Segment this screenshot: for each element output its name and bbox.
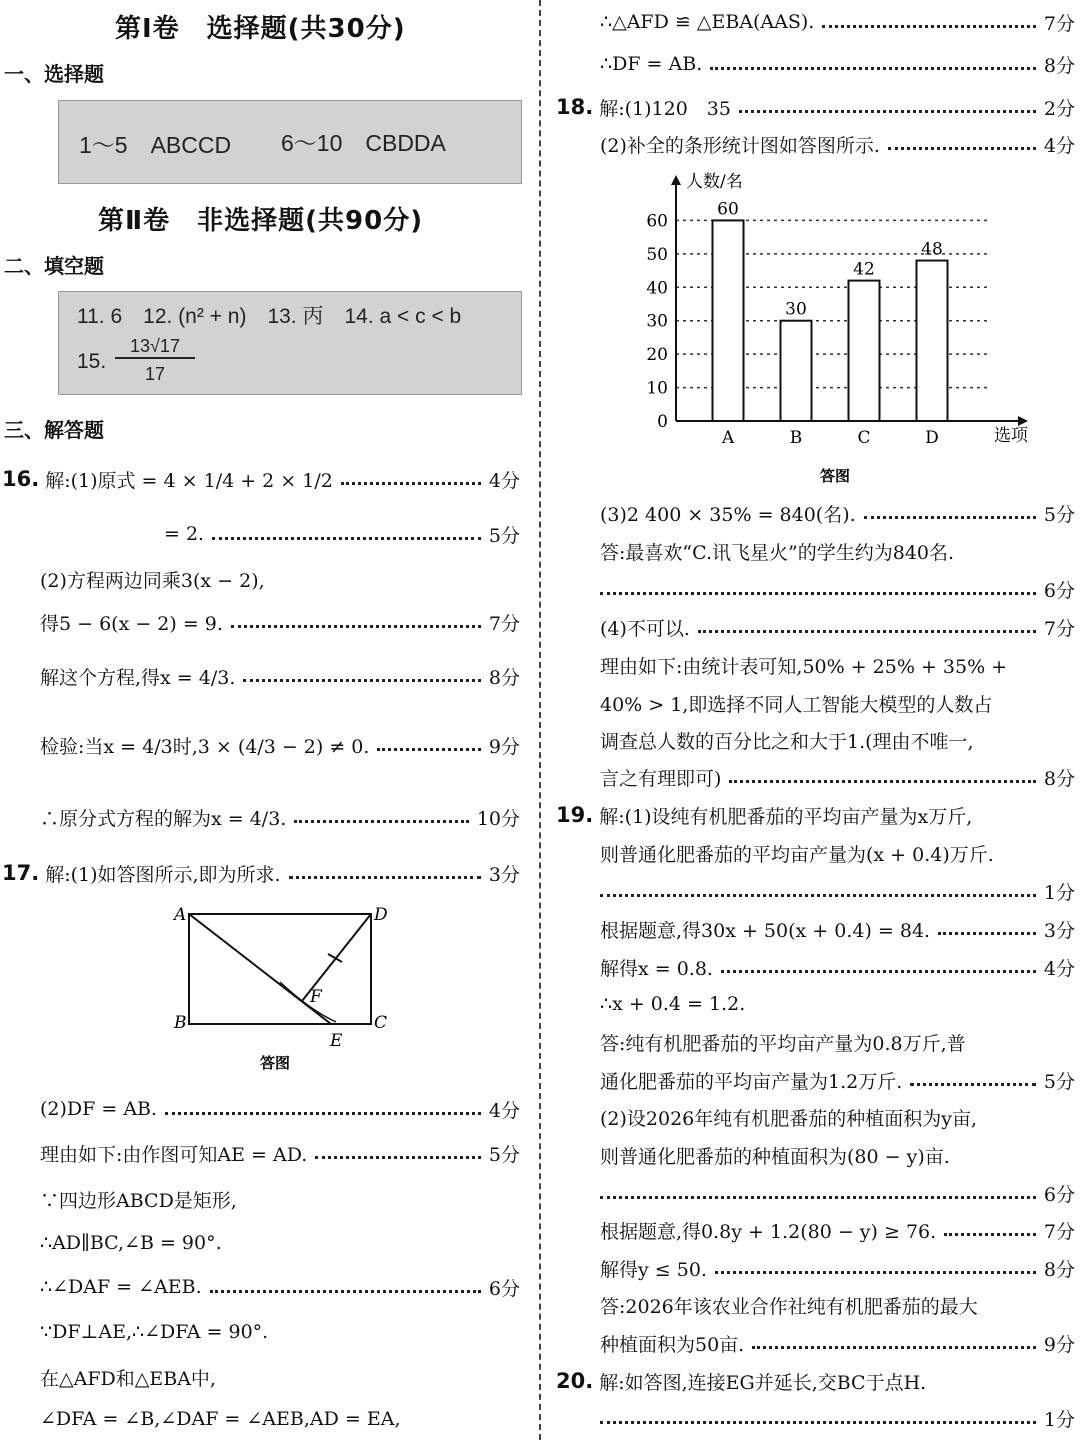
q19-score2: 1分 bbox=[1043, 881, 1075, 904]
chart-caption: 答图 bbox=[820, 467, 851, 485]
q17-score10: 7分 bbox=[1043, 12, 1075, 35]
q17-line10: ∴△AFD ≌ △EBA(AAS). 7分 bbox=[600, 3, 1075, 41]
figure-caption: 答图 bbox=[260, 1054, 291, 1072]
q16-line3: (2)方程两边同乘3(x − 2), bbox=[40, 569, 265, 592]
q18-line2: (2)补全的条形统计图如答图所示. 4分 bbox=[600, 125, 1075, 163]
q17-line9: ∠DFA = ∠B,∠DAF = ∠AEB,AD = EA, bbox=[40, 1408, 401, 1430]
q16-score7: 10分 bbox=[476, 807, 520, 830]
q19-line9: 则普通化肥番茄的种植面积为(80 − y)亩. bbox=[600, 1145, 950, 1168]
choice-answers-box bbox=[58, 100, 522, 184]
y-tick-label: 20 bbox=[646, 345, 668, 366]
y-tick-label: 10 bbox=[646, 378, 668, 399]
segment-ae bbox=[189, 914, 331, 1024]
q20-line1: 20. 解:如答图,连接EG并延长,交BC于点H. bbox=[556, 1369, 927, 1394]
bar-value-label: 30 bbox=[785, 299, 807, 320]
q17-line11: ∴DF = AB. 8分 bbox=[600, 45, 1075, 83]
section-solve: 三、解答题 bbox=[4, 418, 104, 442]
q18-line8: 调查总人数的百分比之和大于1.(理由不唯一, bbox=[600, 730, 974, 753]
q18-number: 18. bbox=[556, 95, 594, 119]
q16-line7: ∴原分式方程的解为x = 4/3. 10分 bbox=[40, 798, 520, 836]
fill-answer-15-denominator: 17 bbox=[144, 364, 166, 384]
q19-score9: 6分 bbox=[1043, 1183, 1075, 1206]
q19-line13: 种植面积为50亩. 9分 bbox=[600, 1324, 1075, 1362]
q18-line6: 理由如下:由统计表可知,50% + 25% + 35% + bbox=[600, 655, 1008, 678]
bar-value-label: 48 bbox=[921, 239, 943, 260]
q19-score10: 7分 bbox=[1043, 1220, 1075, 1243]
q18-line7: 40% > 1,即选择不同人工智能大模型的人数占 bbox=[600, 693, 993, 716]
q17-score3: 5分 bbox=[488, 1143, 520, 1166]
label-a: A bbox=[174, 905, 187, 925]
section-fill: 二、填空题 bbox=[4, 254, 104, 278]
q18-score5: 7分 bbox=[1043, 617, 1075, 640]
q19-score7: 5分 bbox=[1043, 1070, 1075, 1093]
q16-score2: 5分 bbox=[488, 524, 520, 547]
bar-b bbox=[781, 321, 812, 421]
part1-title: 第Ⅰ卷 选择题(共30分) bbox=[115, 14, 406, 44]
part2-title: 第Ⅱ卷 非选择题(共90分) bbox=[98, 206, 424, 236]
q19-line7: 通化肥番茄的平均亩产量为1.2万斤. 5分 bbox=[600, 1061, 1075, 1099]
bar-c bbox=[849, 281, 880, 421]
q16-line4: 得5 − 6(x − 2) = 9. 7分 bbox=[40, 603, 520, 641]
label-d: D bbox=[374, 905, 388, 925]
q18-score9: 8分 bbox=[1043, 767, 1075, 790]
q20-line1-score bbox=[600, 1399, 1075, 1437]
label-b: B bbox=[174, 1013, 187, 1033]
q18-line4: 答:最喜欢“C.讯飞星火”的学生约为840名. bbox=[600, 541, 955, 564]
label-f: F bbox=[310, 987, 322, 1007]
x-axis-arrow bbox=[1018, 416, 1028, 426]
q19-number: 19. bbox=[556, 803, 594, 827]
fill-answer-15-label: 15. bbox=[77, 350, 107, 373]
q17-line5: ∴AD∥BC,∠B = 90°. bbox=[40, 1232, 222, 1254]
q18-line9: 言之有理即可) 8分 bbox=[600, 758, 1075, 796]
fill-answers-box bbox=[58, 291, 522, 395]
q19-line12: 答:2026年该农业合作社纯有机肥番茄的最大 bbox=[600, 1295, 978, 1318]
q19-line5: ∴x + 0.4 = 1.2. bbox=[600, 993, 746, 1015]
section-choice: 一、选择题 bbox=[4, 62, 104, 86]
q19-line3: 根据题意,得30x + 50(x + 0.4) = 84. 3分 bbox=[600, 910, 1075, 948]
q16-line1: 16. 解:(1)原式 = 4 × 1/4 + 2 × 1/2 4分 bbox=[2, 467, 520, 492]
q19-score3: 3分 bbox=[1043, 919, 1075, 942]
q16-line5: 解这个方程,得x = 4/3. 8分 bbox=[40, 657, 520, 695]
bar-d bbox=[917, 261, 948, 421]
q19-score4: 4分 bbox=[1043, 957, 1075, 980]
q17-score1: 3分 bbox=[488, 863, 520, 886]
q18-score3: 5分 bbox=[1043, 503, 1075, 526]
q16-line2: = 2. 5分 bbox=[164, 515, 520, 553]
x-tick-label: C bbox=[857, 428, 871, 448]
q16-score1: 4分 bbox=[488, 469, 520, 492]
q19-line6: 答:纯有机肥番茄的平均亩产量为0.8万斤,普 bbox=[600, 1032, 966, 1055]
q16-score4: 7分 bbox=[488, 612, 520, 635]
q19-score11: 8分 bbox=[1043, 1258, 1075, 1281]
y-axis-arrow bbox=[671, 175, 681, 185]
bar-value-label: 60 bbox=[717, 199, 739, 220]
choice-answers-6-10: 6～10 CBDDA bbox=[281, 130, 446, 156]
q17-line1: 17. 解:(1)如答图所示,即为所求. 3分 bbox=[2, 861, 520, 886]
y-tick-label: 40 bbox=[646, 278, 668, 299]
x-tick-label: A bbox=[721, 428, 735, 448]
y-tick-label: 60 bbox=[646, 211, 668, 232]
label-e: E bbox=[330, 1031, 343, 1051]
rectangle-figure bbox=[160, 898, 420, 1078]
fill-answer-15-numerator: 13√17 bbox=[115, 336, 195, 359]
q16-score5: 8分 bbox=[488, 666, 520, 689]
q18-score2: 4分 bbox=[1043, 134, 1075, 157]
q19-line1: 19. 解:(1)设纯有机肥番茄的平均亩产量为x万斤, bbox=[556, 803, 973, 828]
q17-score2: 4分 bbox=[488, 1099, 520, 1122]
q19-line2: 则普通化肥番茄的平均亩产量为(x + 0.4)万斤. bbox=[600, 843, 994, 866]
construction-arc bbox=[280, 982, 336, 1022]
q17-score6: 6分 bbox=[488, 1277, 520, 1300]
bar-a bbox=[713, 220, 744, 421]
rectangle-abcd bbox=[189, 914, 371, 1024]
y-tick-label: 0 bbox=[657, 412, 668, 432]
q19-line4: 解得x = 0.8. 4分 bbox=[600, 948, 1075, 986]
q20-number: 20. bbox=[556, 1369, 594, 1393]
q17-line3: 理由如下:由作图可知AE = AD. 5分 bbox=[40, 1134, 520, 1172]
q19-line10: 根据题意,得0.8y + 1.2(80 − y) ≥ 76. 7分 bbox=[600, 1211, 1075, 1249]
q16-number: 16. bbox=[2, 467, 40, 491]
y-tick-label: 50 bbox=[646, 244, 668, 265]
label-c: C bbox=[374, 1013, 388, 1033]
q18-line1: 18. 解:(1)120 35 2分 bbox=[556, 95, 1075, 120]
q19-line8: (2)设2026年纯有机肥番茄的种植面积为y亩, bbox=[600, 1107, 978, 1130]
q17-line2: (2)DF = AB. 4分 bbox=[40, 1090, 520, 1128]
x-axis-label: 选项 bbox=[994, 426, 1028, 446]
q17-line6: ∴∠DAF = ∠AEB. 6分 bbox=[40, 1268, 520, 1306]
q19-line11: 解得y ≤ 50. 8分 bbox=[600, 1249, 1075, 1287]
x-tick-label: B bbox=[789, 428, 803, 448]
q17-line8: 在△AFD和△EBA中, bbox=[40, 1367, 216, 1390]
q16-score6: 9分 bbox=[488, 735, 520, 758]
q16-line6: 检验:当x = 4/3时,3 × (4/3 − 2) ≠ 0. 9分 bbox=[40, 726, 520, 764]
choice-answers-1-5: 1～5 ABCCD bbox=[79, 132, 232, 158]
q18-score4: 6分 bbox=[1043, 579, 1075, 602]
bar-chart bbox=[630, 165, 1050, 495]
x-tick-label: D bbox=[925, 428, 939, 448]
q19-line2-score bbox=[600, 872, 1075, 910]
q19-line9-score bbox=[600, 1174, 1075, 1212]
bar-value-label: 42 bbox=[853, 259, 875, 280]
q18-score1: 2分 bbox=[1043, 97, 1075, 120]
y-tick-label: 30 bbox=[646, 311, 668, 332]
q18-line3: (3)2 400 × 35% = 840(名). 5分 bbox=[600, 494, 1075, 532]
q18-line5: (4)不可以. 7分 bbox=[600, 608, 1075, 646]
q17-line7: ∵DF⊥AE,∴∠DFA = 90°. bbox=[40, 1321, 269, 1343]
q18-line4-score bbox=[600, 570, 1075, 608]
q17-number: 17. bbox=[2, 861, 40, 885]
q20-score1: 1分 bbox=[1043, 1408, 1075, 1431]
column-divider bbox=[539, 0, 541, 1440]
y-axis-label: 人数/名 bbox=[686, 172, 743, 192]
fill-answers-row1: 11. 6 12. (n² + n) 13. 丙 14. a < c < b bbox=[77, 305, 462, 328]
q17-score11: 8分 bbox=[1043, 54, 1075, 77]
q19-score13: 9分 bbox=[1043, 1333, 1075, 1356]
q17-line4: ∵四边形ABCD是矩形, bbox=[40, 1189, 237, 1212]
